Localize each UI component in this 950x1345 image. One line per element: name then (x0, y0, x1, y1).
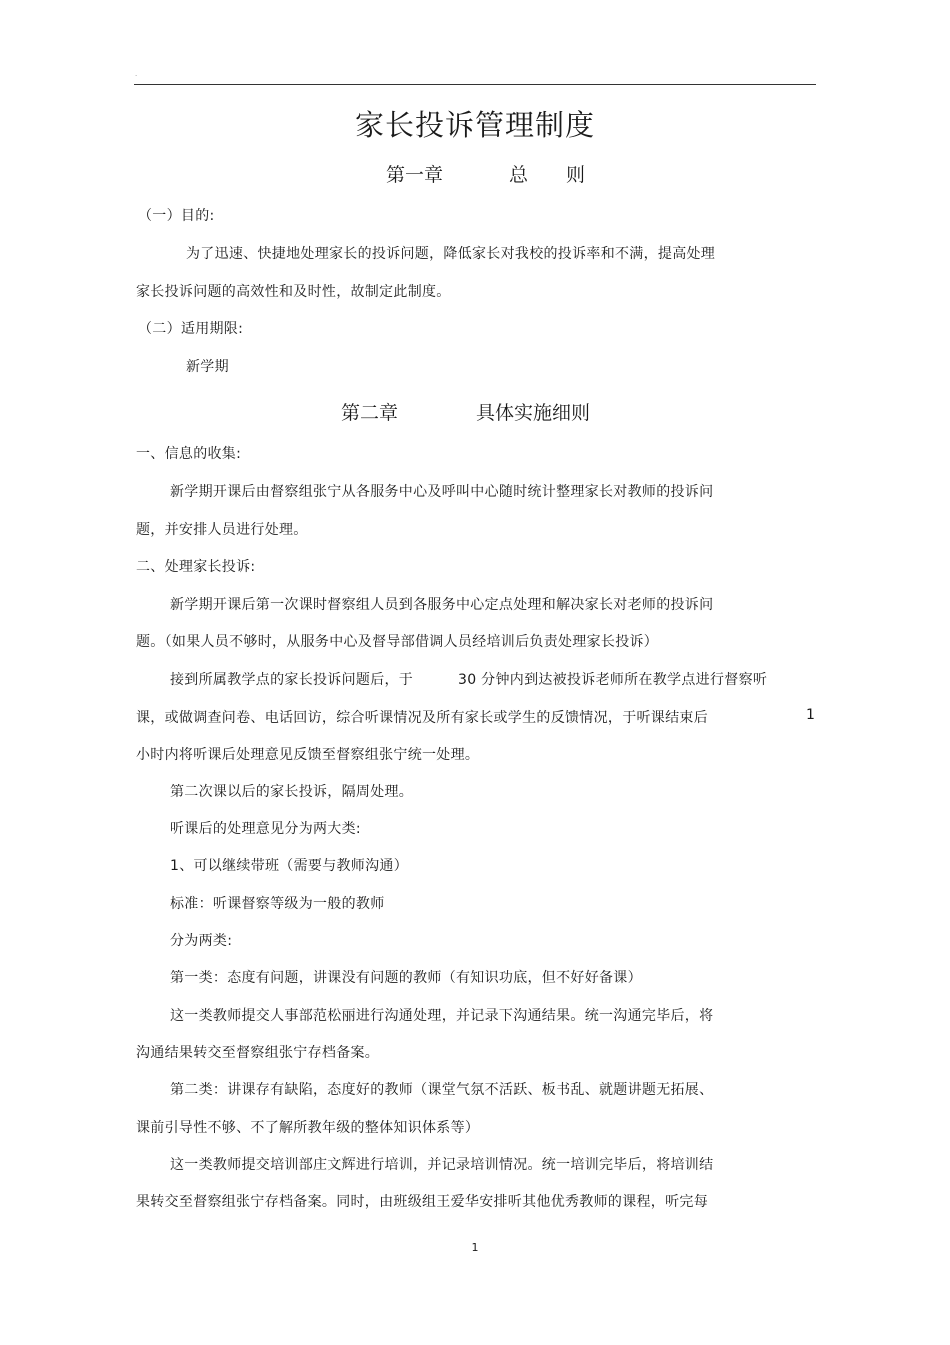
item-1: 1、可以继续带班（需要与教师沟通） (170, 858, 409, 874)
handle-paragraph-line-1: 新学期开课后第一次课时督察组人员到各服务中心定点处理和解决家长对老师的投诉问 (170, 597, 714, 613)
purpose-heading: （一）目的: (138, 208, 215, 224)
opinion-types: 听课后的处理意见分为两大类: (170, 821, 361, 837)
type-2-paragraph-line-4: 果转交至督察组张宁存档备案。同时，由班级组王爱华安排听其他优秀教师的课程，听完每 (136, 1194, 708, 1210)
purpose-paragraph-line-2: 家长投诉问题的高效性和及时性，故制定此制度。 (136, 284, 451, 300)
chapter-1-number: 第一章 (386, 164, 444, 186)
type-1-paragraph-line-2: 沟通结果转交至督察组张宁存档备案。 (136, 1045, 380, 1061)
header-rule (134, 84, 816, 85)
collect-paragraph-line-2: 题，并安排人员进行处理。 (136, 522, 308, 538)
type-2-heading: 第二类：讲课存有缺陷，态度好的教师（课堂气氛不活跃、板书乱、就题讲题无拓展、 (170, 1082, 714, 1098)
handle-paragraph-line-4a: 课，或做调查问卷、电话回访，综合听课情况及所有家长或学生的反馈情况，于听课结束后 (136, 710, 708, 726)
split-line: 分为两类: (170, 933, 233, 949)
page-number: 1 (471, 1241, 479, 1254)
type-2-paragraph-line-2: 课前引导性不够、不了解所教年级的整体知识体系等） (136, 1120, 480, 1136)
chapter-1-name: 总 则 (509, 164, 586, 186)
document-title: 家长投诉管理制度 (354, 108, 595, 142)
period-heading: （二）适用期限: (138, 321, 244, 337)
handle-paragraph-line-5: 小时内将听课后处理意见反馈至督察组张宁统一处理。 (136, 747, 480, 763)
handle-paragraph-line-3b: 30 分钟内到达被投诉老师所在教学点进行督察听 (458, 672, 768, 688)
handle-heading: 二、处理家长投诉: (136, 559, 256, 575)
chapter-2-number: 第二章 (341, 402, 399, 424)
second-class-note: 第二次课以后的家长投诉，隔周处理。 (170, 784, 414, 800)
period-value: 新学期 (186, 359, 229, 375)
standard-line: 标准：听课督察等级为一般的教师 (170, 896, 385, 912)
type-1-paragraph-line-1: 这一类教师提交人事部范松丽进行沟通处理，并记录下沟通结果。统一沟通完毕后，将 (170, 1008, 714, 1024)
collect-paragraph-line-1: 新学期开课后由督察组张宁从各服务中心及呼叫中心随时统计整理家长对教师的投诉问 (170, 484, 714, 500)
type-1-heading: 第一类：态度有问题，讲课没有问题的教师（有知识功底，但不好好备课） (170, 970, 642, 986)
type-2-paragraph-line-3: 这一类教师提交培训部庄文辉进行培训，并记录培训情况。统一培训完毕后，将培训结 (170, 1157, 714, 1173)
handle-paragraph-line-3a: 接到所属教学点的家长投诉问题后，于 (170, 672, 414, 688)
handle-paragraph-line-2: 题。（如果人员不够时，从服务中心及督导部借调人员经培训后负责处理家长投诉） (136, 634, 659, 650)
header-mark: . (135, 70, 138, 78)
purpose-paragraph-line-1: 为了迅速、快捷地处理家长的投诉问题，降低家长对我校的投诉率和不满，提高处理 (186, 246, 716, 262)
collect-heading: 一、信息的收集: (136, 446, 242, 462)
handle-paragraph-line-4b: 1 (806, 707, 816, 723)
chapter-2-name: 具体实施细则 (476, 402, 591, 424)
